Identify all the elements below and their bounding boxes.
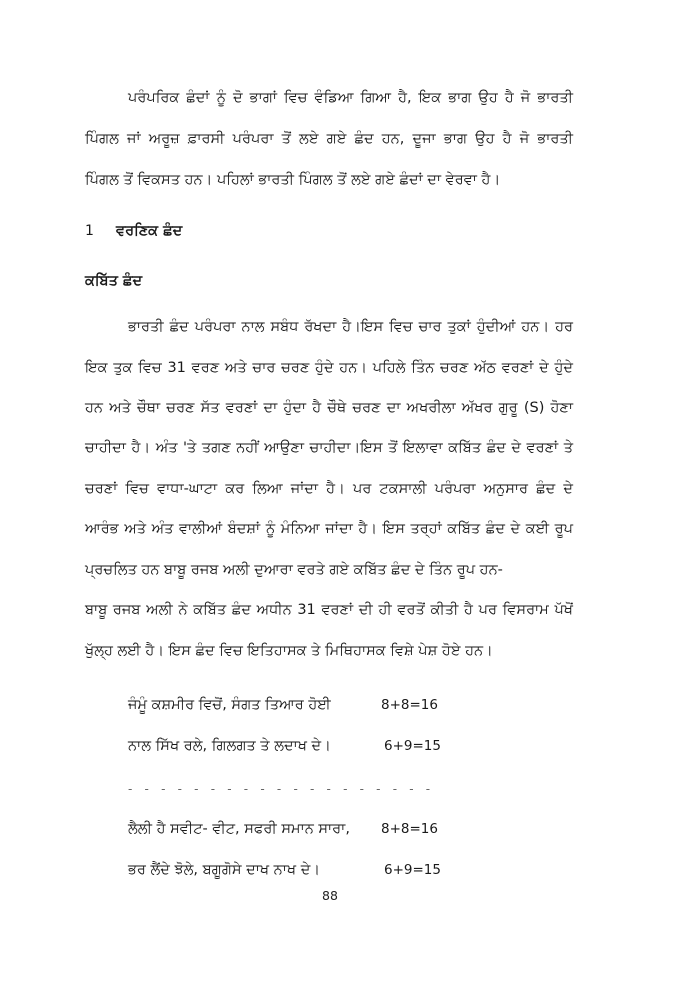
verse-meter: 6+9=15	[384, 738, 441, 754]
body-paragraph-line: ਬਾਬੂ ਰਜਬ ਅਲੀ ਨੇ ਕਬਿੱਤ ਛੰਦ ਅਧੀਨ 31 ਵਰਣਾਂ ਦੀ ਹੀ ਵਰਤੋਂ ਕੀਤੀ ਹੈ ਪਰ ਵਿਸਰਾਮ ਪੱਖੋਂ	[85, 602, 573, 618]
subsection-title: ਕਬਿੱਤ ਛੰਦ	[85, 273, 143, 289]
body-paragraph-line: ਖੁੱਲ੍ਹ ਲਈ ਹੈ। ਇਸ ਛੰਦ ਵਿਚ ਇਤਿਹਾਸਕ ਤੇ ਮਿਥਿਹਾਸਕ ਵਿਸ਼ੇ ਪੇਸ਼ ਹੋਏ ਹਨ।	[85, 643, 493, 659]
verse-meter: 8+8=16	[381, 821, 438, 837]
verse-line	[0, 695, 700, 717]
body-paragraph-line: ਹਨ ਅਤੇ ਚੌਥਾ ਚਰਣ ਸੱਤ ਵਰਣਾਂ ਦਾ ਹੁੰਦਾ ਹੈ ਚੌਥੇ ਚਰਣ ਦਾ ਅਖਰੀਲਾ ਅੱਖਰ ਗੁਰੂ (S) ਹੋਣਾ	[85, 400, 573, 416]
verse-separator: - - - - - - - - - - - - - - - - - - -	[128, 782, 435, 796]
verse-line	[0, 736, 700, 758]
page-number: 88	[322, 888, 338, 903]
body-paragraph-line: ਪ੍ਰਚਲਿਤ ਹਨ ਬਾਬੂ ਰਜਬ ਅਲੀ ਦੁਆਰਾ ਵਰਤੇ ਗਏ ਕਬਿੱਤ ਛੰਦ ਦੇ ਤਿੰਨ ਰੂਪ ਹਨ-	[85, 562, 503, 578]
verse-text: ਜੰਮੂੰ ਕਸ਼ਮੀਰ ਵਿਚੋਂ, ਸੰਗਤ ਤਿਆਰ ਹੋਈ	[128, 697, 331, 713]
verse-text: ਨਾਲ ਸਿੱਖ ਰਲੇ, ਗਿਲਗਤ ਤੇ ਲਦਾਖ ਦੇ।	[128, 738, 331, 754]
body-paragraph-line: ਭਾਰਤੀ ਛੰਦ ਪਰੰਪਰਾ ਨਾਲ ਸਬੰਧ ਰੱਖਦਾ ਹੈ।ਇਸ ਵਿਚ ਚਾਰ ਤੁਕਾਂ ਹੁੰਦੀਆਂ ਹਨ। ਹਰ	[128, 319, 573, 335]
section-number: 1	[85, 223, 94, 239]
verse-meter: 6+9=15	[384, 862, 441, 878]
body-paragraph-line: ਇਕ ਤੁਕ ਵਿਚ 31 ਵਰਣ ਅਤੇ ਚਾਰ ਚਰਣ ਹੁੰਦੇ ਹਨ। ਪਹਿਲੇ ਤਿੰਨ ਚਰਣ ਅੱਠ ਵਰਣਾਂ ਦੇ ਹੁੰਦੇ	[85, 360, 573, 376]
verse-line	[0, 860, 700, 882]
body-paragraph-line: ਚਾਹੀਦਾ ਹੈ। ਅੰਤ 'ਤੇ ਤਗਣ ਨਹੀਂ ਆਉਣਾ ਚਾਹੀਦਾ।ਇਸ ਤੋਂ ਇਲਾਵਾ ਕਬਿੱਤ ਛੰਦ ਦੇ ਵਰਣਾਂ ਤੇ	[85, 440, 573, 456]
verse-text: ਭਰ ਲੈਂਦੇ ਝੋਲੇ, ਬਗੂਗੋਸੇ ਦਾਖ ਨਾਖ ਦੇ।	[128, 862, 321, 878]
section-title: ਵਰਣਿਕ ਛੰਦ	[116, 223, 183, 239]
verse-text: ਲੈਲੀ ਹੈ ਸਵੀਟ- ਵੀਟ, ਸਫਰੀ ਸਮਾਨ ਸਾਰਾ,	[128, 821, 350, 837]
verse-meter: 8+8=16	[381, 697, 438, 713]
section-heading	[0, 221, 700, 243]
intro-paragraph-line: ਪਰੰਪਰਿਕ ਛੰਦਾਂ ਨੂੰ ਦੋ ਭਾਗਾਂ ਵਿਚ ਵੰਡਿਆ ਗਿਆ ਹੈ, ਇਕ ਭਾਗ ਉਹ ਹੈ ਜੋ ਭਾਰਤੀ	[128, 90, 573, 106]
body-paragraph-line: ਚਰਣਾਂ ਵਿਚ ਵਾਧਾ-ਘਾਟਾ ਕਰ ਲਿਆ ਜਾਂਦਾ ਹੈ। ਪਰ ਟਕਸਾਲੀ ਪਰੰਪਰਾ ਅਨੁਸਾਰ ਛੰਦ ਦੇ	[85, 481, 573, 497]
verse-line	[0, 819, 700, 841]
intro-paragraph-line: ਪਿੰਗਲ ਤੋਂ ਵਿਕਸਤ ਹਨ। ਪਹਿਲਾਂ ਭਾਰਤੀ ਪਿੰਗਲ ਤੋਂ ਲਏ ਗਏ ਛੰਦਾਂ ਦਾ ਵੇਰਵਾ ਹੈ।	[85, 172, 501, 188]
intro-paragraph-line: ਪਿੰਗਲ ਜਾਂ ਅਰੂਜ਼ ਫ਼ਾਰਸੀ ਪਰੰਪਰਾ ਤੋਂ ਲਏ ਗਏ ਛੰਦ ਹਨ, ਦੂਜਾ ਭਾਗ ਉਹ ਹੈ ਜੋ ਭਾਰਤੀ	[85, 131, 573, 147]
body-paragraph-line: ਆਰੰਭ ਅਤੇ ਅੰਤ ਵਾਲੀਆਂ ਬੰਦਸ਼ਾਂ ਨੂੰ ਮੰਨਿਆ ਜਾਂਦਾ ਹੈ। ਇਸ ਤਰ੍ਹਾਂ ਕਬਿੱਤ ਛੰਦ ਦੇ ਕਈ ਰੂਪ	[85, 521, 573, 537]
